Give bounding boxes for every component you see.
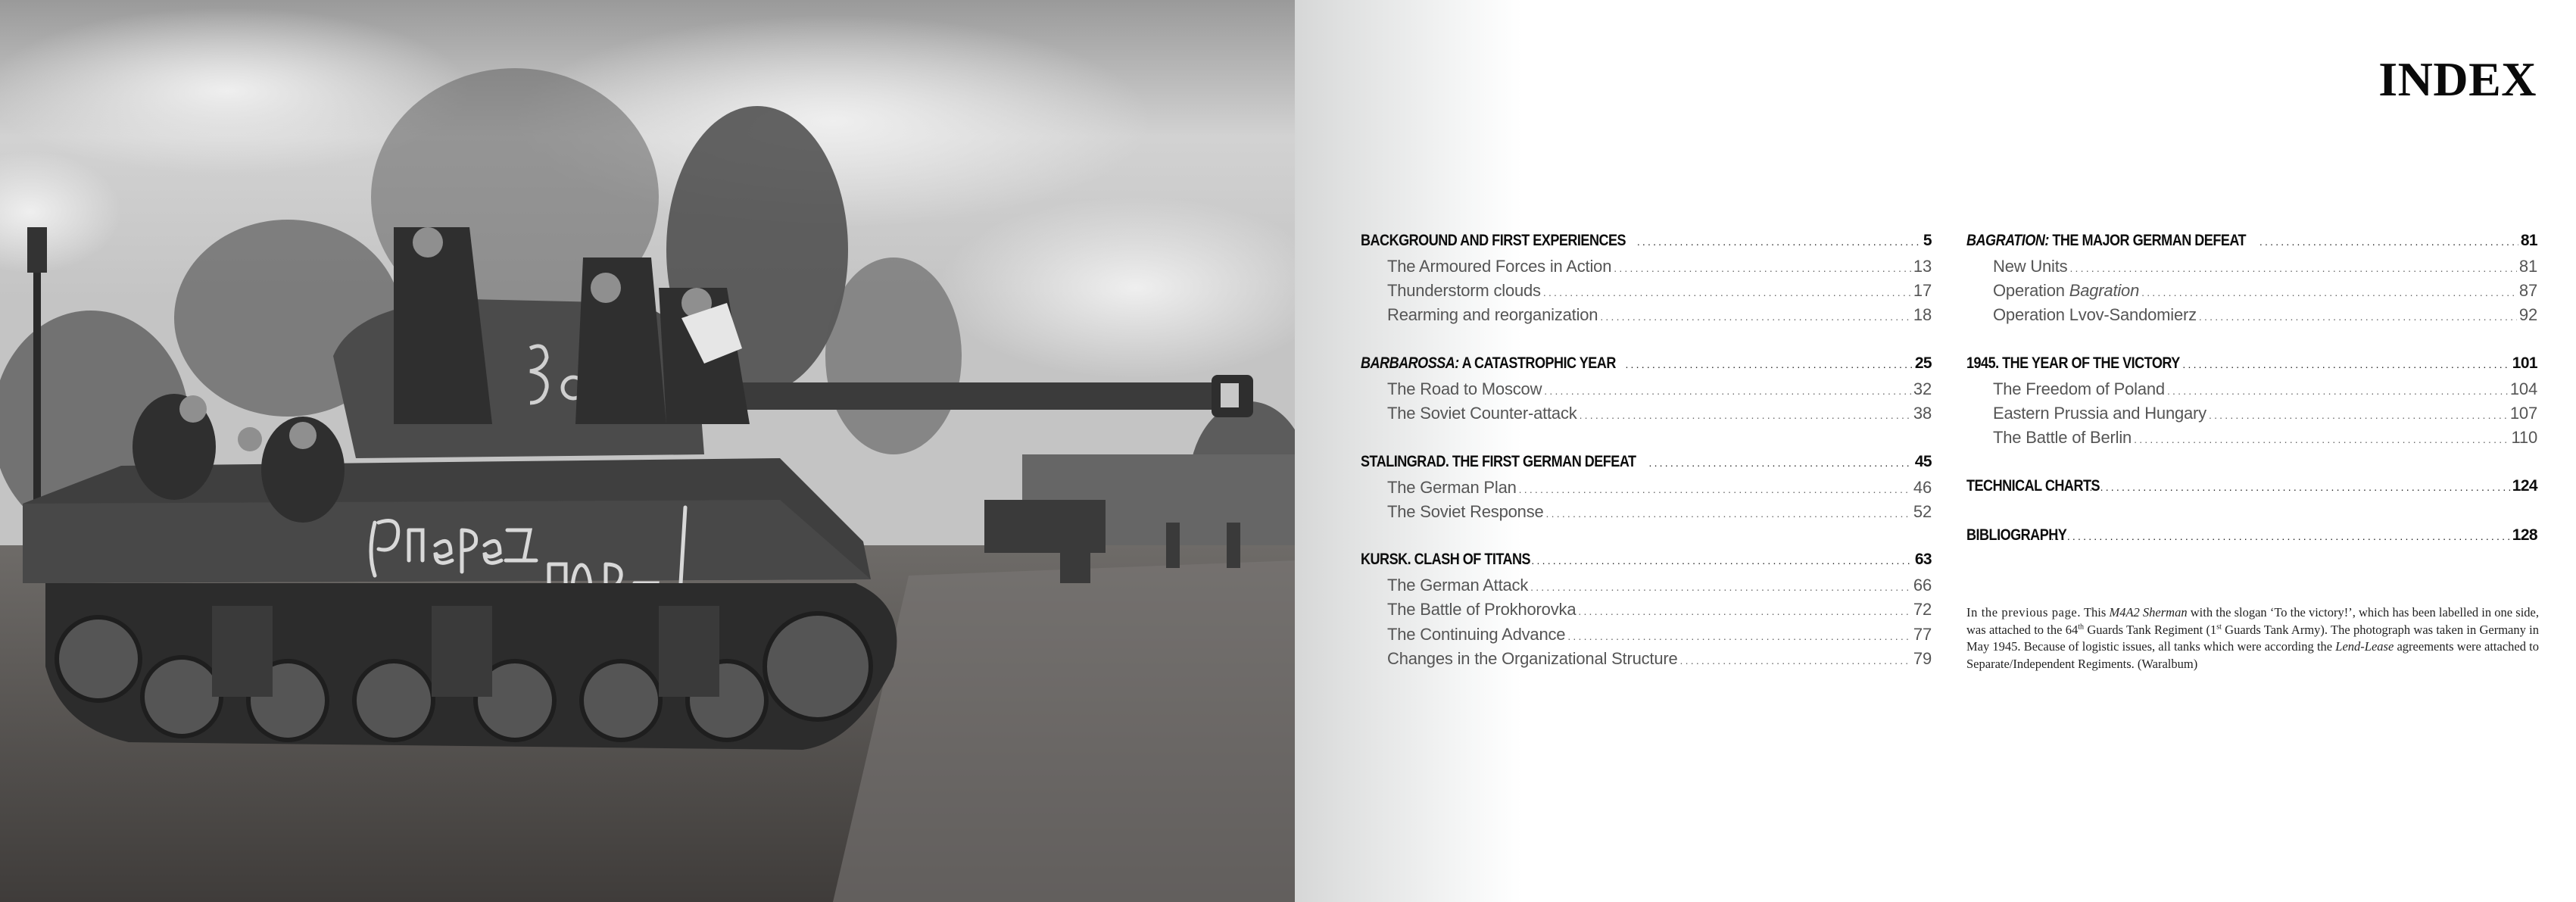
index-entry[interactable] <box>1361 478 1932 502</box>
dot-leader <box>2167 385 2508 397</box>
entry-title: The Battle of Berlin <box>1993 428 2132 447</box>
page-number: 87 <box>2518 281 2537 300</box>
index-entry[interactable] <box>1361 305 1932 329</box>
dot-leader <box>1578 605 1911 617</box>
page-number: 101 <box>2512 354 2537 372</box>
index-chapter[interactable] <box>1361 232 1932 256</box>
entry-title: Changes in the Organizational Structure <box>1387 649 1678 668</box>
index-entry[interactable] <box>1966 404 2537 428</box>
dot-leader <box>1600 311 1911 323</box>
index-chapter[interactable] <box>1361 453 1932 477</box>
caption-superscript: th <box>2078 623 2085 631</box>
dot-leader <box>1519 483 1911 495</box>
dot-leader <box>1580 409 1911 421</box>
dot-leader <box>2209 409 2508 421</box>
entry-title: The Freedom of Poland <box>1993 379 2165 398</box>
caption-text: This <box>2081 605 2110 620</box>
caption-text: with the slogan ‘To the victory!’, which has been labelled in one side, was attached to the 64 <box>1966 605 2539 637</box>
entry-title: Eastern Prussia and Hungary <box>1993 404 2206 423</box>
caption-text: Guards Tank Regiment (1 <box>2084 622 2217 637</box>
entry-title: The Road to Moscow <box>1387 379 1542 398</box>
page-number: 107 <box>2509 404 2537 423</box>
photo-caption <box>1966 604 2539 673</box>
page-number: 110 <box>2511 428 2537 447</box>
page-number: 79 <box>1913 649 1932 668</box>
entry-title: The German Plan <box>1387 478 1517 497</box>
index-entry[interactable] <box>1361 649 1932 673</box>
page-number: 66 <box>1913 576 1932 595</box>
dot-leader <box>2141 286 2517 298</box>
page-number: 17 <box>1913 281 1932 300</box>
chapter-title: TECHNICAL CHARTS <box>1966 477 2100 495</box>
dot-leader <box>1648 457 1912 469</box>
index-chapter[interactable] <box>1966 232 2537 256</box>
index-chapter[interactable] <box>1966 477 2537 501</box>
index-entry[interactable] <box>1361 379 1932 404</box>
dot-leader <box>1543 286 1911 298</box>
dot-leader <box>1530 581 1911 593</box>
page-number: 81 <box>2520 232 2537 249</box>
index-page <box>1295 0 2576 902</box>
page-title: INDEX <box>2378 52 2537 106</box>
page-number: 92 <box>2518 305 2537 324</box>
index-entry[interactable] <box>1361 281 1932 305</box>
page-number: 45 <box>1914 453 1932 470</box>
index-entry[interactable] <box>1966 379 2537 404</box>
index-entry[interactable] <box>1966 305 2537 329</box>
index-entry[interactable] <box>1361 600 1932 624</box>
index-entry[interactable] <box>1361 257 1932 281</box>
entry-title: The Soviet Counter-attack <box>1387 404 1577 423</box>
chapter-title-italic: BARBAROSSA: <box>1361 354 1459 372</box>
index-entry[interactable] <box>1966 281 2537 305</box>
chapter-title: BACKGROUND AND FIRST EXPERIENCES <box>1361 232 1626 249</box>
page-number: 13 <box>1913 257 1932 276</box>
page-number: 77 <box>1913 625 1932 644</box>
page-number: 72 <box>1913 600 1932 619</box>
page-number: 81 <box>2518 257 2537 276</box>
dot-leader <box>1544 385 1911 397</box>
chapter-title: KURSK. CLASH OF TITANS <box>1361 551 1531 568</box>
index-entry[interactable] <box>1966 257 2537 281</box>
dot-leader <box>1614 262 1911 274</box>
page-number: 5 <box>1923 232 1932 249</box>
caption-program-name: Lend-Lease <box>2335 639 2394 654</box>
entry-title: Rearming and reorganization <box>1387 305 1598 324</box>
dot-leader <box>2089 481 2509 493</box>
chapter-title: STALINGRAD. THE FIRST GERMAN DEFEAT <box>1361 453 1636 470</box>
index-chapter[interactable] <box>1966 354 2537 379</box>
index-entry[interactable] <box>1966 428 2537 452</box>
page-number: 124 <box>2512 477 2537 495</box>
chapter-title: THE MAJOR GERMAN DEFEAT <box>2048 232 2247 249</box>
page-number: 38 <box>1913 404 1932 423</box>
page-number: 52 <box>1913 502 1932 521</box>
dot-leader <box>1637 236 1921 248</box>
entry-title: Operation Lvov-Sandomierz <box>1993 305 2197 324</box>
page-number: 25 <box>1914 354 1932 372</box>
dot-leader <box>2259 236 2518 248</box>
chapter-title: A CATASTROPHIC YEAR <box>1458 354 1616 372</box>
caption-vehicle-name: M4A2 Sherman <box>2109 605 2188 620</box>
dot-leader <box>1567 630 1911 642</box>
index-entry[interactable] <box>1361 404 1932 428</box>
page-number: 128 <box>2512 526 2537 544</box>
dot-leader <box>2069 262 2516 274</box>
chapter-title: 1945. THE YEAR OF THE VICTORY <box>1966 354 2180 372</box>
caption-text: Guards Tank Army). The photograph was taken in Germany in May 1945. Because of logistic issues, all tanks which were according the <box>1966 622 2539 654</box>
entry-title: The Soviet Response <box>1387 502 1544 521</box>
caption-lead: In the previous page. <box>1966 605 2082 620</box>
index-entry[interactable] <box>1361 502 1932 526</box>
page-number: 63 <box>1914 551 1932 568</box>
caption-superscript: st <box>2216 623 2222 631</box>
page-number: 46 <box>1913 478 1932 497</box>
dot-leader <box>1526 554 1912 566</box>
dot-leader <box>2199 311 2517 323</box>
page-number: 32 <box>1913 379 1932 398</box>
entry-title: The German Attack <box>1387 576 1529 595</box>
entry-title: The Continuing Advance <box>1387 625 1566 644</box>
dot-leader <box>2051 530 2510 542</box>
index-chapter[interactable] <box>1966 526 2537 551</box>
dot-leader <box>1680 654 1911 666</box>
index-entry[interactable] <box>1361 576 1932 600</box>
chapter-title: BIBLIOGRAPHY <box>1966 526 2067 544</box>
index-chapter[interactable] <box>1361 354 1932 379</box>
index-chapter[interactable] <box>1361 551 1932 575</box>
dot-leader <box>2182 358 2509 370</box>
index-entry[interactable] <box>1361 625 1932 649</box>
page-number: 18 <box>1913 305 1932 324</box>
entry-title: New Units <box>1993 257 2068 276</box>
dot-leader <box>1546 507 1911 520</box>
dot-leader <box>2134 433 2509 445</box>
entry-title: The Armoured Forces in Action <box>1387 257 1612 276</box>
page-number: 104 <box>2509 379 2537 398</box>
caption-text: agreements were attached to Separate/Independent Regiments. (Waralbum) <box>1966 639 2540 671</box>
entry-title: Operation <box>1993 281 2069 300</box>
entry-title: The Battle of Prokhorovka <box>1387 600 1576 619</box>
entry-title-italic: Bagration <box>2069 281 2140 300</box>
dot-leader <box>1625 358 1912 370</box>
entry-title: Thunderstorm clouds <box>1387 281 1541 300</box>
chapter-title-italic: BAGRATION: <box>1966 232 2049 249</box>
